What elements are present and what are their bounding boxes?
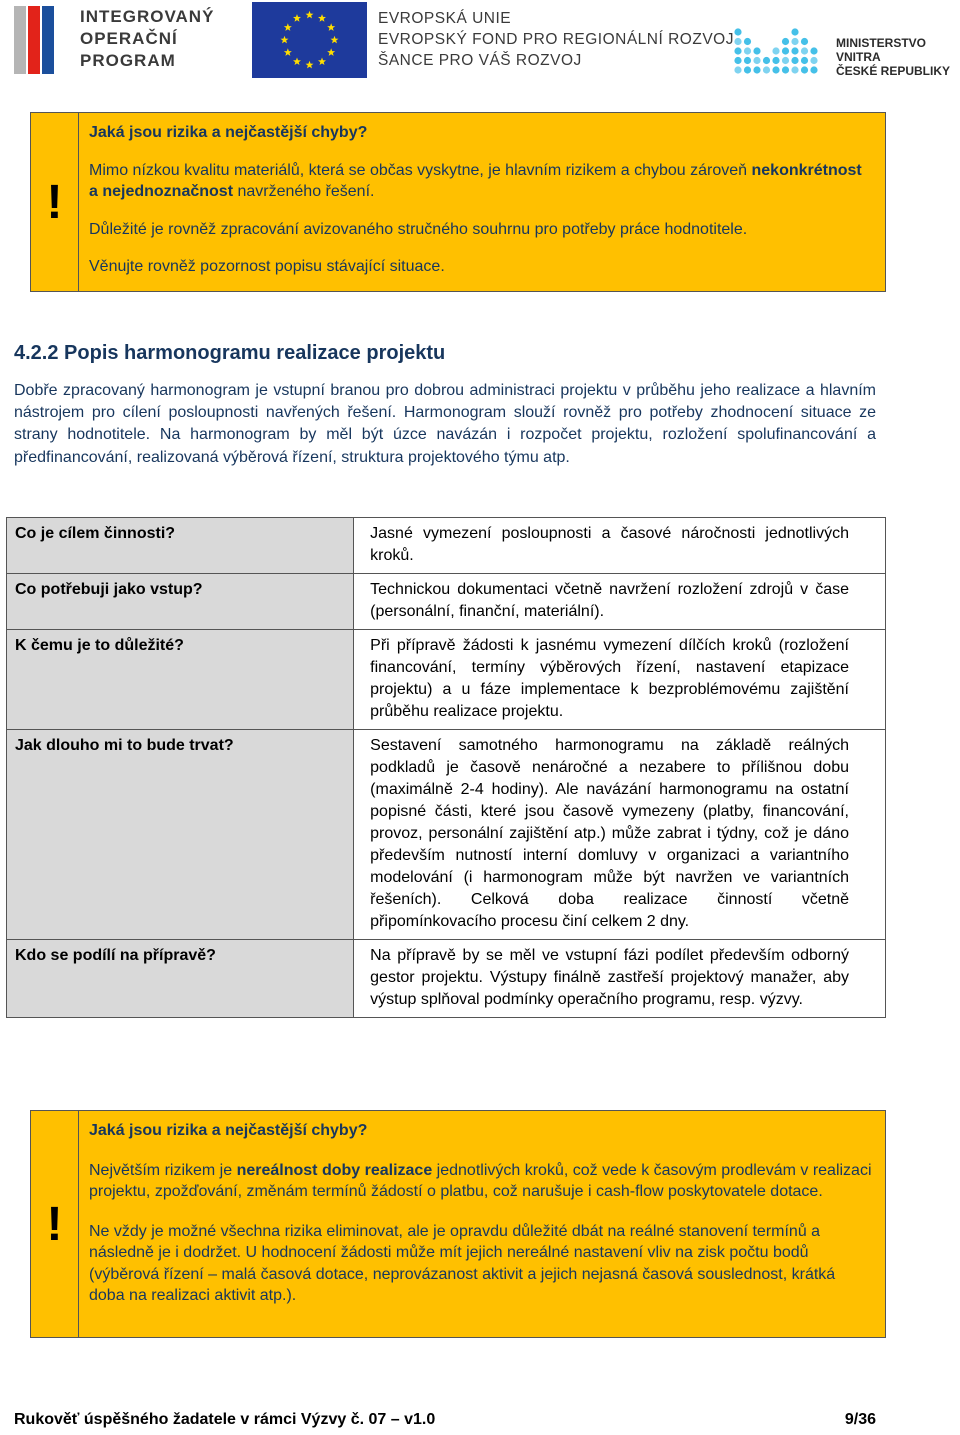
ministry-name (836, 36, 960, 78)
footer-title: Rukověť úspěšného žadatele v rámci Výzvy č. 07 – v1.0 (14, 1411, 436, 1428)
section-intro: Dobře zpracovaný harmonogram je vstupní branou pro dobrou administraci projektu v průběhu jeho realizace a hlavním nástrojem pro cílení posloupnosti navřených řešení. Harmonogram slouží rovněž pro potřeby zhodnocení situace ze strany hodnotitele. Na harmonogram by měl být úzce navázán i rozpočet projektu, rozložení spolufinancování a předfinancování, realizovaná výběrová řízení, struktura projektového týmu atp. (14, 382, 876, 466)
iop-line1: INTEGROVANÝ (80, 7, 215, 26)
warning2-paragraph1: Největším rizikem je nereálnost doby realizace jednotlivých kroků, což vede k časovým prodlevám v realizaci projektu, zpožďování, změnám termínů žádostí o platbu, což narušuje i cash-flow poskytovatele dotace. (89, 1161, 872, 1200)
ministry-dot-icon (801, 57, 808, 64)
ministry-dot-icon (791, 28, 798, 35)
ministry-dot-icon (791, 38, 798, 45)
ministry-dot-icon (734, 66, 741, 73)
iop-logo (14, 2, 214, 78)
ministry-dot-icon (810, 66, 817, 73)
qa-question: Co je cílem činnosti? (7, 518, 354, 574)
warning1-paragraph3: Věnujte rovněž pozornost popisu stávající situace. (89, 258, 445, 275)
ministry-dot-icon (782, 47, 789, 54)
ministry-dot-icon (744, 38, 751, 45)
ministry-dot-icon (753, 47, 760, 54)
ministry-dot-icon (734, 57, 741, 64)
page-header (0, 0, 960, 80)
eu-line3: ŠANCE PRO VÁŠ ROZVOJ (378, 52, 582, 69)
iop-line2: OPERAČNÍ (80, 29, 178, 48)
qa-answer: Na přípravě by se měl ve vstupní fázi podílet především odborný gestor projektu. Výstupy finálně zastřeší projektový manažer, aby výstup splňoval podmínky operačního programu, resp. výzvy. (354, 940, 886, 1018)
eu-text (378, 8, 734, 71)
eu-line2: EVROPSKÝ FOND PRO REGIONÁLNÍ ROZVOJ (378, 31, 734, 48)
ministry-dot-icon (734, 38, 741, 45)
qa-row (7, 574, 886, 630)
warning-box-2 (30, 1110, 886, 1338)
ministry-dot-icon (791, 57, 798, 64)
mv-line1: MINISTERSTVO VNITRA (836, 36, 927, 64)
qa-row (7, 730, 886, 940)
ministry-dot-icon (772, 57, 779, 64)
warning1-paragraph2: Důležité je rovněž zpracování avizovaného stručného souhrnu pro potřeby práce hodnotitele. (89, 220, 748, 238)
ministry-dot-icon (772, 47, 779, 54)
ministry-dot-icon (753, 66, 760, 73)
qa-answer: Sestavení samotného harmonogramu na základě reálných podkladů je časově nenáročné a nezabere to přílišnou dobu (maximálně 2-4 hodiny). Ale navázání harmonogramu na ostatní popisné části, které jsou časově vymezeny (platby, financování, provoz, personální zajištění atp.) může zabrat i týdny, což je dáno především nutností interní domluvy v organizaci a variantního modelování (i harmonogram může být navržen ve variantních řešeních). Celková doba realizace činností včetně připomínkovacího procesu činí celkem 2 dny. (354, 730, 886, 940)
qa-answer: Technickou dokumentaci včetně navržení rozložení zdrojů v čase (personální, finanční, materiální). (354, 574, 886, 630)
qa-question: Co potřebuji jako vstup? (7, 574, 354, 630)
qa-table (6, 517, 886, 1018)
eu-flag-icon (252, 2, 367, 78)
warning1-question: Jaká jsou rizika a nejčastější chyby? (89, 124, 368, 141)
qa-answer: Při přípravě žádosti k jasnému vymezení dílčích kroků (rozložení financování, termíny výběrových řízení, nastavení etapizace projektu) a u fáze implementace k bezproblémovému zajištění průběhu realizace projektu. (354, 630, 886, 730)
ministry-dot-icon (801, 38, 808, 45)
eu-line1: EVROPSKÁ UNIE (378, 10, 512, 27)
iop-logo-bars-icon (14, 6, 70, 74)
ministry-dot-icon (744, 57, 751, 64)
exclamation-icon: ! (31, 113, 79, 291)
iop-line3: PROGRAM (80, 51, 176, 70)
ministry-logo-icon (732, 14, 822, 76)
exclamation-icon: ! (31, 1111, 79, 1337)
warning2-question: Jaká jsou rizika a nejčastější chyby? (89, 1122, 368, 1139)
ministry-dot-icon (744, 47, 751, 54)
section-heading: 4.2.2 Popis harmonogramu realizace projektu (14, 342, 446, 364)
qa-question: K čemu je to důležité? (7, 630, 354, 730)
ministry-dot-icon (782, 66, 789, 73)
ministry-dot-icon (753, 57, 760, 64)
warning-box-1 (30, 112, 886, 292)
page-number: 9/36 (844, 1411, 876, 1428)
ministry-dot-icon (763, 66, 770, 73)
ministry-dot-icon (791, 66, 798, 73)
ministry-dot-icon (772, 66, 779, 73)
ministry-dot-icon (810, 47, 817, 54)
qa-row (7, 518, 886, 574)
warning2-paragraph2: Ne vždy je možné všechna rizika eliminovat, ale je opravdu důležité dbát na reálné stanovení termínů a následně je i dodržet. U hodnocení žádosti může mít jejich nereálné nastavení vliv na zisk počtu bodů (výběrová řízení – malá časová dotace, neprovázanost aktivit a jejich nejasná časová souslednost, krátká doba na realizaci aktivit atp.). (89, 1222, 836, 1304)
ministry-dot-icon (791, 47, 798, 54)
ministry-dot-icon (782, 57, 789, 64)
ministry-dot-icon (734, 47, 741, 54)
ministry-dot-icon (744, 66, 751, 73)
qa-question: Jak dlouho mi to bude trvat? (7, 730, 354, 940)
ministry-dot-icon (801, 66, 808, 73)
qa-row (7, 940, 886, 1018)
ministry-dot-icon (782, 38, 789, 45)
warning1-paragraph1: Mimo nízkou kvalitu materiálů, která se občas vyskytne, je hlavním rizikem a chybou zároveň nekonkrétnost a nejednoznačnost navrženého řešení. (89, 161, 862, 200)
qa-answer: Jasné vymezení posloupnosti a časové náročnosti jednotlivých kroků. (354, 518, 886, 574)
mv-line2: ČESKÉ REPUBLIKY (836, 64, 951, 78)
ministry-dot-icon (734, 28, 741, 35)
qa-question: Kdo se podílí na přípravě? (7, 940, 354, 1018)
ministry-dot-icon (763, 57, 770, 64)
ministry-dot-icon (810, 57, 817, 64)
qa-row (7, 630, 886, 730)
ministry-dot-icon (801, 47, 808, 54)
